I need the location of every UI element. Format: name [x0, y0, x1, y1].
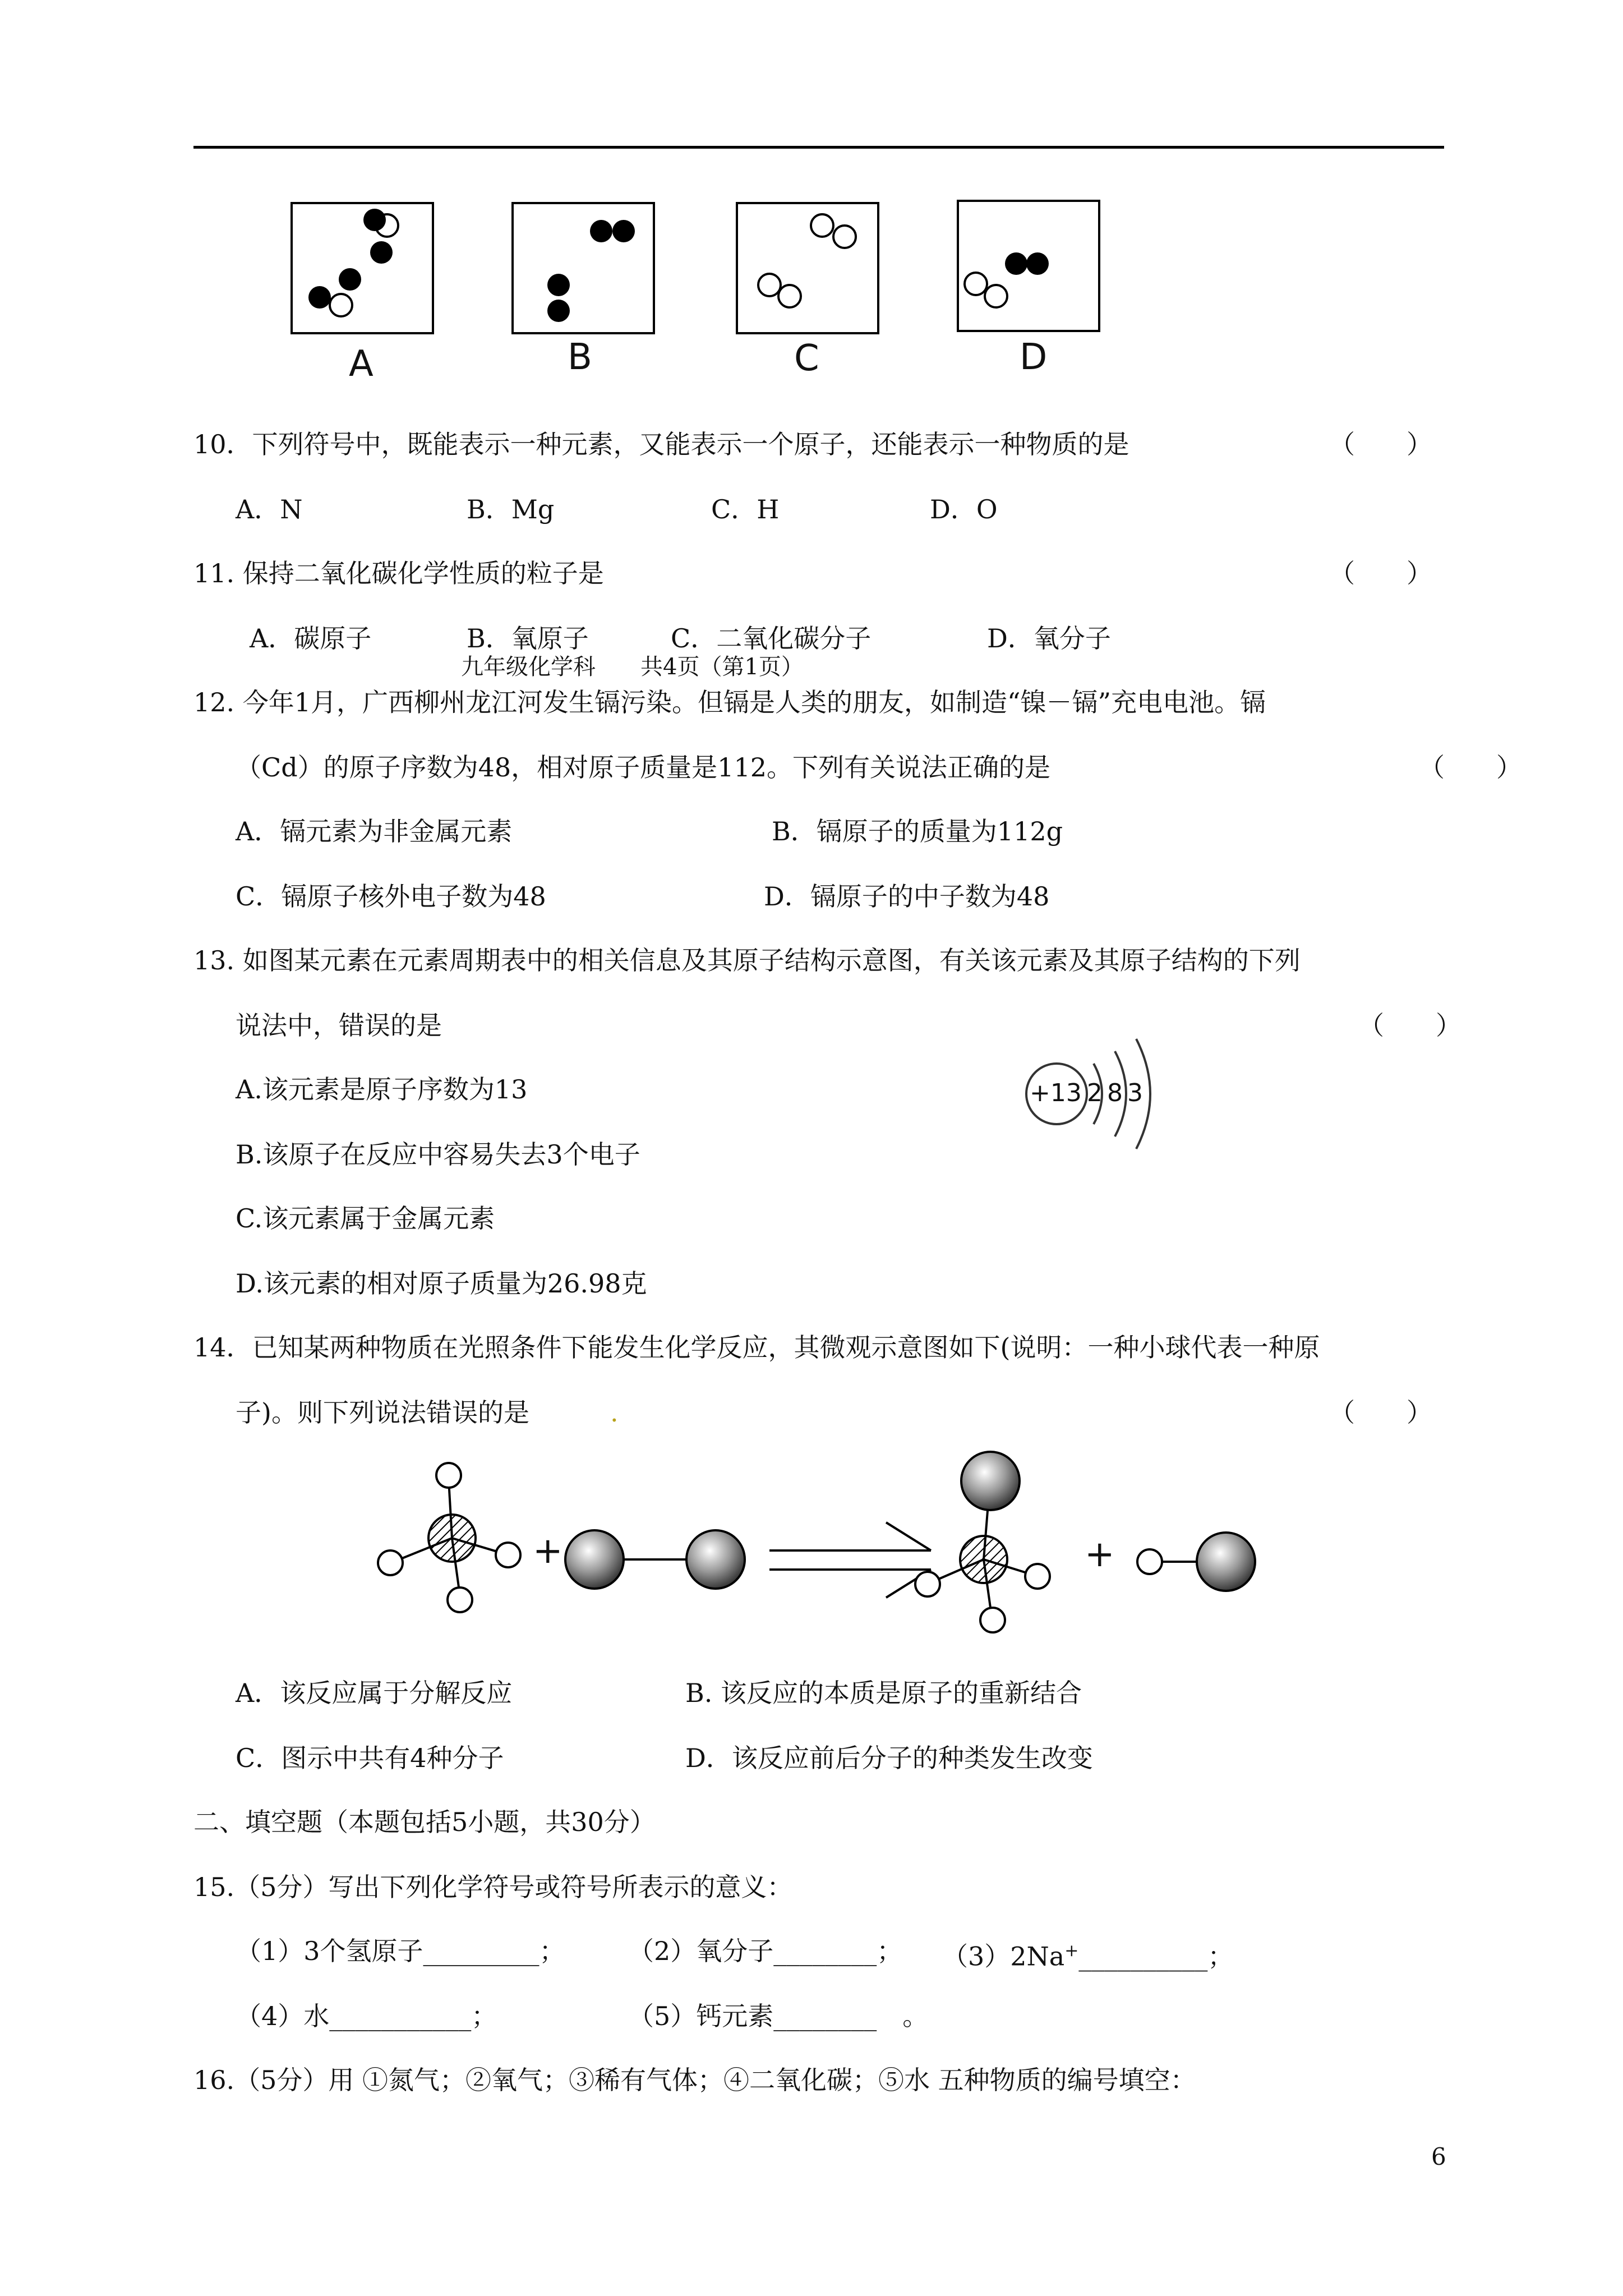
q14-option-d: D．该反应前后分子的种类发生改变	[685, 1743, 1093, 1773]
box-b-molecules	[511, 202, 655, 334]
q13-option-c: C.该元素属于金属元素	[236, 1203, 495, 1234]
reactant-molecule-2	[565, 1530, 745, 1589]
q11-option-c: C．二氧化碳分子	[671, 623, 872, 654]
q13-stem-line2: 说法中，错误的是	[236, 1010, 442, 1041]
q13-option-a: A.该元素是原子序数为13	[236, 1074, 528, 1105]
q13-stem-line1: 13. 如图某元素在元素周期表中的相关信息及其原子结构示意图，有关该元素及其原子结构的下列	[193, 945, 1301, 976]
q14-option-c: C．图示中共有4种分子	[236, 1743, 504, 1773]
q14-option-b: B. 该反应的本质是原子的重新结合	[685, 1678, 1082, 1708]
q10-option-d: D．O	[930, 494, 998, 524]
reaction-arrow	[769, 1522, 931, 1598]
reactant-molecule-1	[378, 1463, 520, 1612]
q10-paren: （ ）	[1329, 429, 1432, 459]
q11-stem: 11. 保持二氧化碳化学性质的粒子是	[193, 558, 604, 588]
q12-option-b: B．镉原子的质量为112g	[772, 816, 1063, 846]
atom-shell-1: 2	[1087, 1079, 1103, 1107]
q10-option-c: C．H	[711, 494, 780, 524]
q10-stem: 10．下列符号中，既能表示一种元素，又能表示一个原子，还能表示一种物质的是	[193, 429, 1129, 459]
box-d-label: D	[1020, 337, 1048, 378]
q12-option-d: D．镉原子的中子数为48	[764, 881, 1050, 912]
q14-paren: （ ）	[1329, 1397, 1432, 1428]
q13-option-d: D.该元素的相对原子质量为26.98克	[236, 1268, 647, 1299]
page-number: 6	[1431, 2143, 1446, 2170]
atom-shell-3: 3	[1127, 1079, 1143, 1107]
q12-stem-line2: （Cd）的原子序数为48，相对原子质量是112。下列有关说法正确的是	[236, 752, 1050, 783]
box-c-molecules	[736, 202, 879, 334]
reaction-plus-1: +	[533, 1530, 563, 1572]
box-a-label: A	[349, 343, 374, 385]
atom-shell-2: 8	[1107, 1079, 1123, 1107]
product-molecule-1	[915, 1452, 1050, 1632]
q14-dot: .	[610, 1397, 619, 1428]
q16-stem: 16.（5分）用 ①氮气；②氧气；③稀有气体；④二氧化碳；⑤水 五种物质的编号填空：	[193, 2065, 1196, 2095]
q14-stem-line1: 14．已知某两种物质在光照条件下能发生化学反应，其微观示意图如下(说明：一种小球代表一种原	[193, 1332, 1320, 1363]
product-molecule-2	[1137, 1533, 1255, 1591]
q15-item-2: （2）氧分子________；	[628, 1936, 903, 1966]
atom-nucleus-charge: +13	[1030, 1079, 1082, 1107]
q10-option-a: A．N	[236, 494, 303, 524]
q15-item-3-text: （3）2Na	[942, 1941, 1065, 1972]
q12-stem-line1: 12. 今年1月，广西柳州龙江河发生镉污染。但镉是人类的朋友，如制造“镍－镉”充电电池。镉	[193, 687, 1266, 717]
q11-option-b: B．氧原子	[467, 623, 589, 654]
q12-paren: （ ）	[1419, 752, 1522, 783]
q15-item-5: （5）钙元素________ 。	[628, 2001, 929, 2031]
box-d-molecules	[957, 200, 1100, 332]
q15-item-3-blank: __________；	[1078, 1941, 1234, 1972]
q14-option-a: A．该反应属于分解反应	[236, 1678, 513, 1708]
reaction-plus-2: +	[1085, 1534, 1115, 1575]
section-2-heading: 二、填空题（本题包括5小题，共30分）	[193, 1807, 656, 1837]
q15-item-4: （4）水___________；	[236, 2001, 497, 2031]
q13-option-b: B.该原子在反应中容易失去3个电子	[236, 1139, 640, 1170]
reaction-diagram	[370, 1447, 1267, 1649]
q11-paren: （ ）	[1329, 558, 1432, 588]
q11-option-a: A．碳原子	[250, 623, 372, 654]
top-rule	[193, 146, 1444, 149]
box-b-label: B	[568, 337, 592, 378]
q10-option-b: B．Mg	[467, 494, 555, 524]
q15-item-1: （1）3个氢原子_________；	[236, 1936, 565, 1966]
overlay-page-header: 九年级化学科 共4页（第1页）	[461, 654, 804, 680]
q14-stem-line2: 子)。则下列说法错误的是	[236, 1397, 529, 1428]
q15-item-3	[942, 1934, 1233, 1973]
q13-paren: （ ）	[1358, 1010, 1461, 1041]
q11-option-d: D．氧分子	[987, 623, 1111, 654]
box-c-label: C	[794, 338, 819, 379]
q15-stem: 15.（5分）写出下列化学符号或符号所表示的意义：	[193, 1872, 793, 1902]
q15-na-superscript: +	[1064, 1941, 1079, 1961]
q12-option-c: C．镉原子核外电子数为48	[236, 881, 546, 912]
q12-option-a: A．镉元素为非金属元素	[236, 816, 513, 846]
box-a-molecules	[291, 202, 434, 334]
